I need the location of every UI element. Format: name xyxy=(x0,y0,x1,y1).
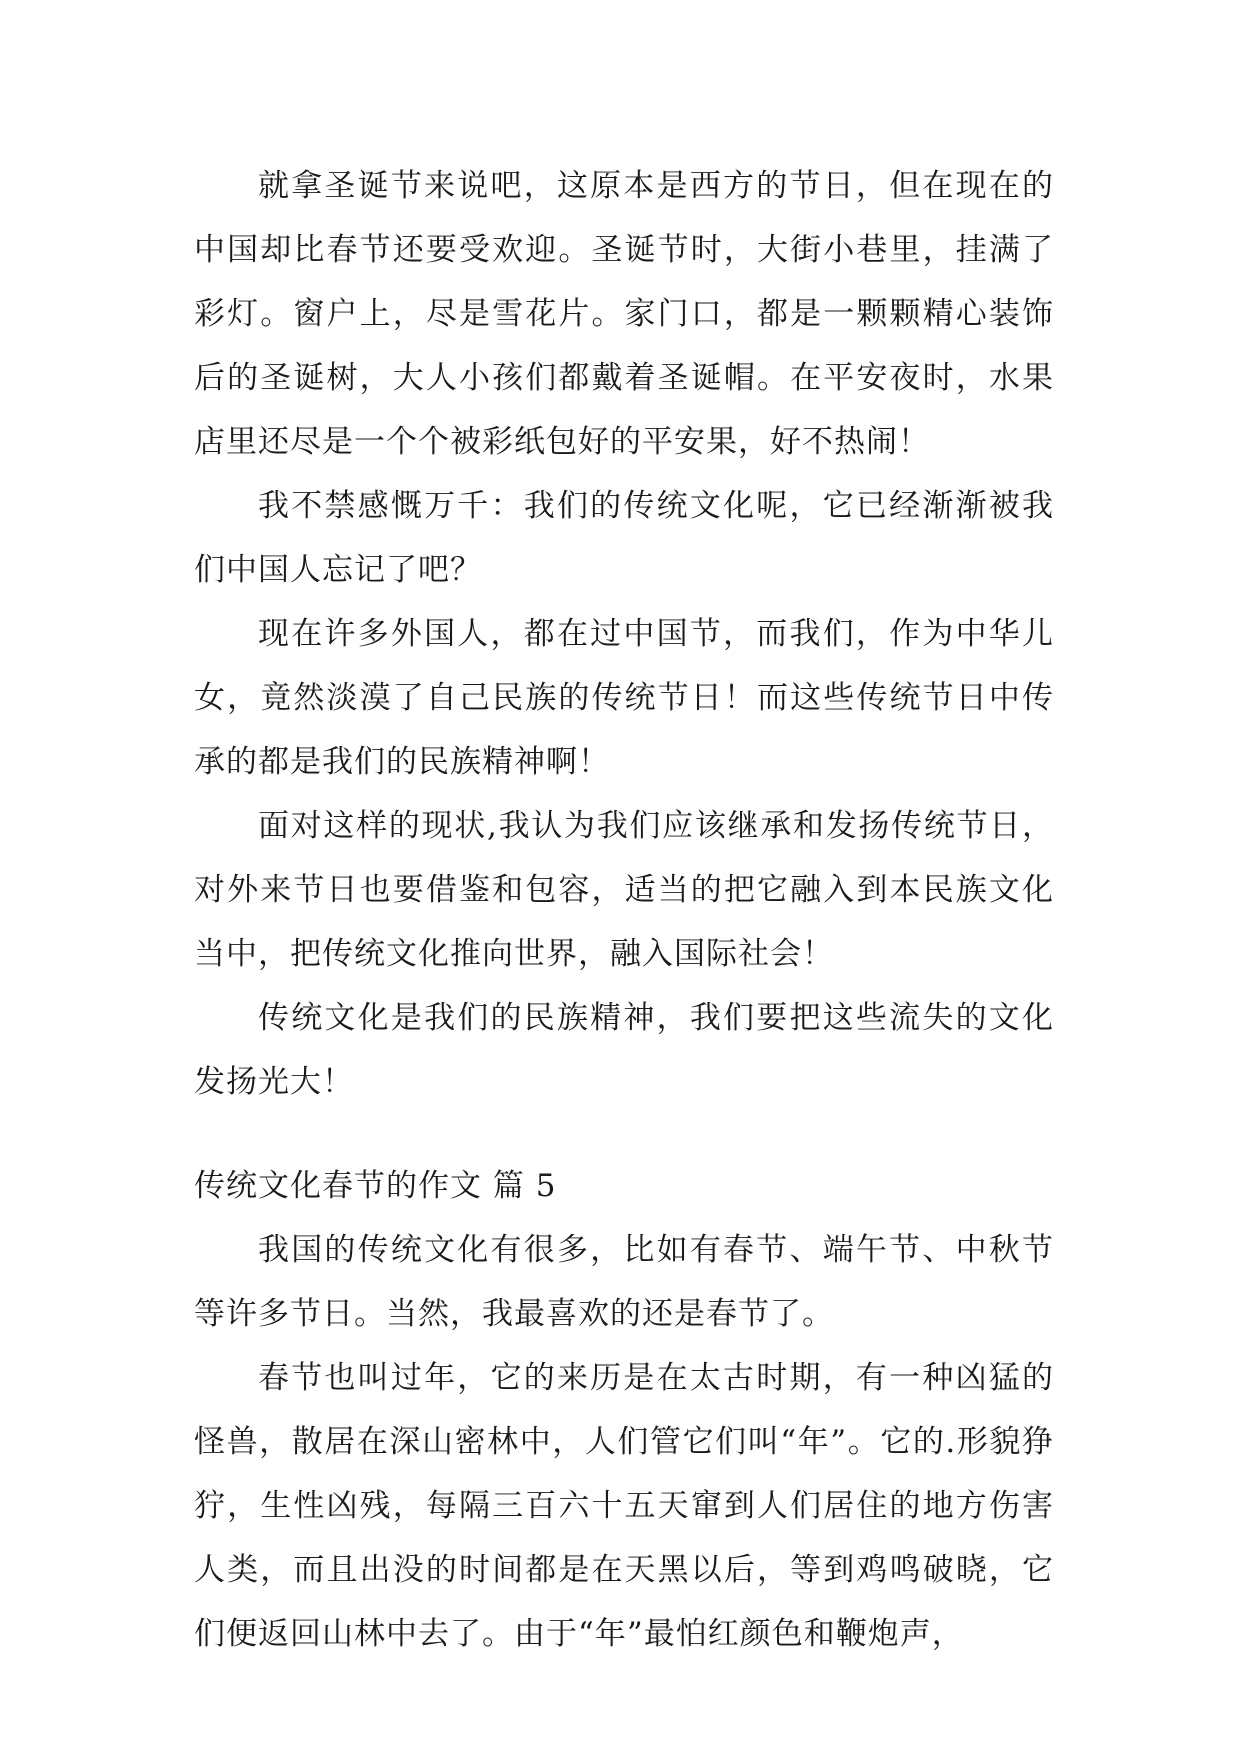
paragraph: 我不禁感慨万千：我们的传统文化呢，它已经渐渐被我们中国人忘记了吧？ xyxy=(194,488,1054,588)
section-heading: 传统文化春节的作文 篇 5 xyxy=(194,1168,557,1204)
paragraph: 面对这样的现状,我认为我们应该继承和发扬传统节日，对外来节日也要借鉴和包容，适当的把它融入到本民族文化当中，把传统文化推向世界，融入国际社会！ xyxy=(194,808,1054,972)
section-spacer xyxy=(194,1114,1054,1154)
document-body xyxy=(194,154,1054,1666)
paragraph: 现在许多外国人，都在过中国节，而我们，作为中华儿女，竟然淡漠了自己民族的传统节日！而这些传统节日中传承的都是我们的民族精神啊！ xyxy=(194,616,1054,780)
paragraph: 我国的传统文化有很多，比如有春节、端午节、中秋节等许多节日。当然，我最喜欢的还是春节了。 xyxy=(194,1232,1054,1332)
paragraph: 传统文化是我们的民族精神，我们要把这些流失的文化发扬光大！ xyxy=(194,1000,1054,1100)
paragraph: 春节也叫过年，它的来历是在太古时期，有一种凶猛的怪兽，散居在深山密林中，人们管它们叫“年”。它的.形貌狰狞，生性凶残，每隔三百六十五天窜到人们居住的地方伤害人类，而且出没的时间都是在天黑以后，等到鸡鸣破晓，它们便返回山林中去了。由于“年”最怕红颜色和鞭炮声， xyxy=(194,1360,1054,1652)
paragraph: 就拿圣诞节来说吧，这原本是西方的节日，但在现在的中国却比春节还要受欢迎。圣诞节时，大街小巷里，挂满了彩灯。窗户上，尽是雪花片。家门口，都是一颗颗精心装饰后的圣诞树，大人小孩们都戴着圣诞帽。在平安夜时，水果店里还尽是一个个被彩纸包好的平安果，好不热闹！ xyxy=(194,168,1054,460)
